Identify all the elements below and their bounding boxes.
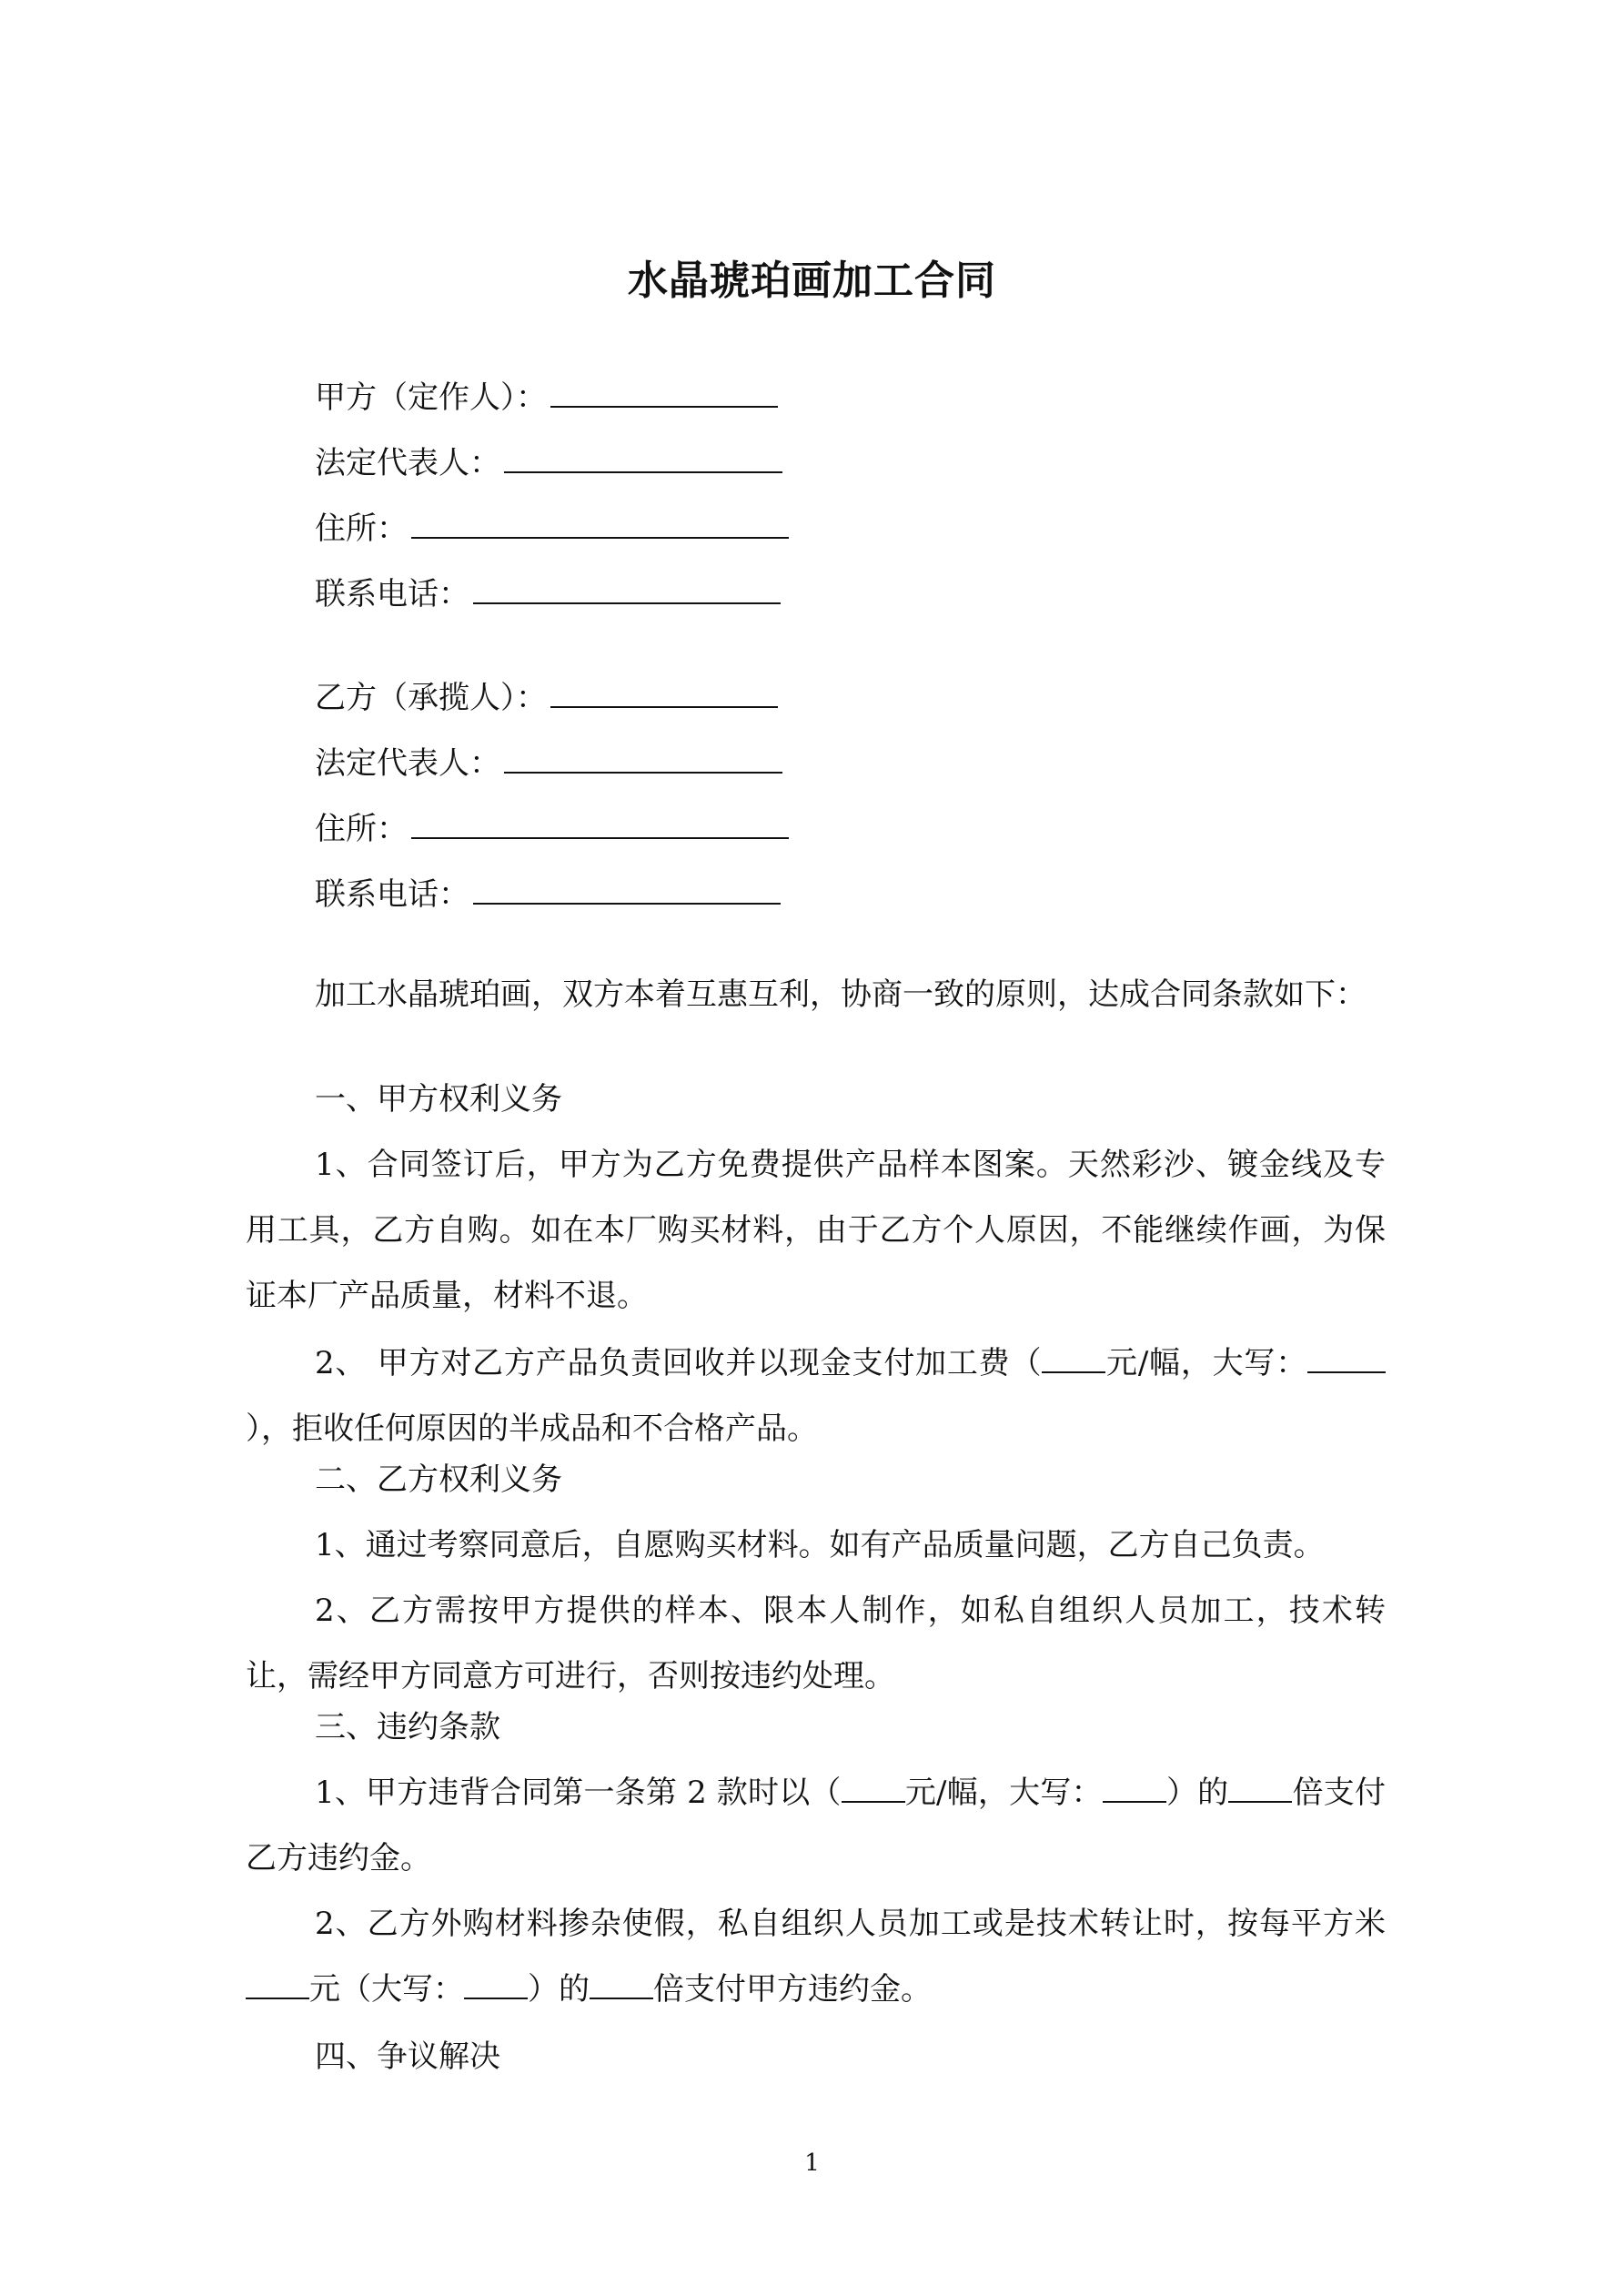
section-1-clause-2-part-c: ），拒收任何原因的半成品和不合格产品。	[246, 1411, 818, 1447]
section-2-clause-2	[246, 1578, 1386, 1709]
party-a-address-blank[interactable]	[411, 506, 789, 539]
section-1-clause-2-part-b: 元/幅，大写：	[1105, 1345, 1307, 1381]
section-2-clause-1-text: 1、通过考察同意后，自愿购买材料。如有产品质量问题，乙方自己负责。	[315, 1527, 1325, 1563]
section-3-clause-2-part-d: 倍支付甲方违约金。	[653, 1971, 932, 2008]
fee-amount-blank[interactable]	[1042, 1344, 1105, 1373]
section-3-heading: 三、违约条款	[315, 1709, 500, 1745]
section-1-clause-2	[246, 1330, 1386, 1462]
section-1-clause-2-part-a: 2、 甲方对乙方产品负责回收并以现金支付加工费（	[315, 1345, 1043, 1381]
penalty-a-capital-blank[interactable]	[1103, 1774, 1166, 1803]
party-b-phone-blank[interactable]	[473, 872, 781, 905]
party-b-address-line	[315, 806, 789, 847]
penalty-b-capital-blank[interactable]	[464, 1970, 528, 1999]
party-a-address-label: 住所：	[315, 511, 408, 547]
party-a-name-line	[315, 375, 778, 416]
section-1-clause-1-text: 1、合同签订后，甲方为乙方免费提供产品样本图案。天然彩沙、镀金线及专用工具，乙方自购。如在本厂购买材料，由于乙方个人原因，不能继续作画，为保证本厂产品质量，材料不退。	[246, 1147, 1386, 1314]
party-a-rep-line	[315, 440, 782, 481]
party-b-phone-line	[315, 872, 781, 913]
party-a-name-label: 甲方（定作人）：	[315, 379, 547, 416]
party-b-address-label: 住所：	[315, 811, 408, 847]
party-a-rep-blank[interactable]	[504, 440, 782, 473]
party-b-rep-label: 法定代表人：	[315, 745, 500, 782]
party-b-address-blank[interactable]	[411, 806, 789, 839]
party-a-address-line	[315, 506, 789, 547]
party-b-phone-label: 联系电话：	[315, 876, 469, 913]
party-b-rep-blank[interactable]	[504, 741, 782, 774]
fee-capital-blank[interactable]	[1307, 1344, 1386, 1373]
party-a-phone-blank[interactable]	[473, 571, 781, 604]
section-4-heading: 四、争议解决	[315, 2038, 500, 2075]
section-3-clause-2-part-c: ）的	[528, 1971, 590, 2008]
section-3-clause-1-part-a: 1、甲方违背合同第一条第 2 款时以（	[315, 1775, 842, 1811]
section-3-clause-2-part-b: 元（大写：	[309, 1971, 464, 2008]
page-number: 1	[804, 2149, 820, 2177]
section-3-clause-1-part-c: ）的	[1165, 1775, 1229, 1811]
penalty-b-amount-blank[interactable]	[246, 1970, 309, 1999]
penalty-a-multiple-blank[interactable]	[1228, 1774, 1292, 1803]
section-3-clause-2-part-a: 2、乙方外购材料掺杂使假，私自组织人员加工或是技术转让时，按每平方米	[315, 1906, 1386, 1942]
party-b-name-line	[315, 675, 778, 716]
section-3-clause-1-part-d: 倍支付乙方违约金。	[246, 1775, 1386, 1876]
section-2-clause-1	[246, 1512, 1386, 1578]
contract-title: 水晶琥珀画加工合同	[628, 258, 996, 304]
party-a-rep-label: 法定代表人：	[315, 445, 500, 481]
party-a-phone-label: 联系电话：	[315, 576, 469, 612]
section-3-clause-1-part-b: 元/幅，大写：	[904, 1775, 1103, 1811]
section-1-heading: 一、甲方权利义务	[315, 1081, 562, 1118]
party-a-phone-line	[315, 571, 781, 612]
section-3-clause-2	[246, 1891, 1386, 2022]
penalty-b-multiple-blank[interactable]	[590, 1970, 653, 1999]
party-a-name-blank[interactable]	[550, 375, 778, 408]
section-2-clause-2-text: 2、乙方需按甲方提供的样本、限本人制作，如私自组织人员加工，技术转让，需经甲方同意方可进行，否则按违约处理。	[246, 1593, 1386, 1694]
section-3-clause-1	[246, 1760, 1386, 1891]
penalty-a-amount-blank[interactable]	[842, 1774, 905, 1803]
party-b-rep-line	[315, 741, 782, 782]
section-1-clause-1	[246, 1132, 1386, 1329]
section-2-heading: 二、乙方权利义务	[315, 1462, 562, 1498]
intro-text: 加工水晶琥珀画，双方本着互惠互利，协商一致的原则，达成合同条款如下：	[315, 976, 1367, 1013]
party-b-name-blank[interactable]	[550, 675, 778, 708]
party-b-name-label: 乙方（承揽人）：	[315, 680, 547, 716]
